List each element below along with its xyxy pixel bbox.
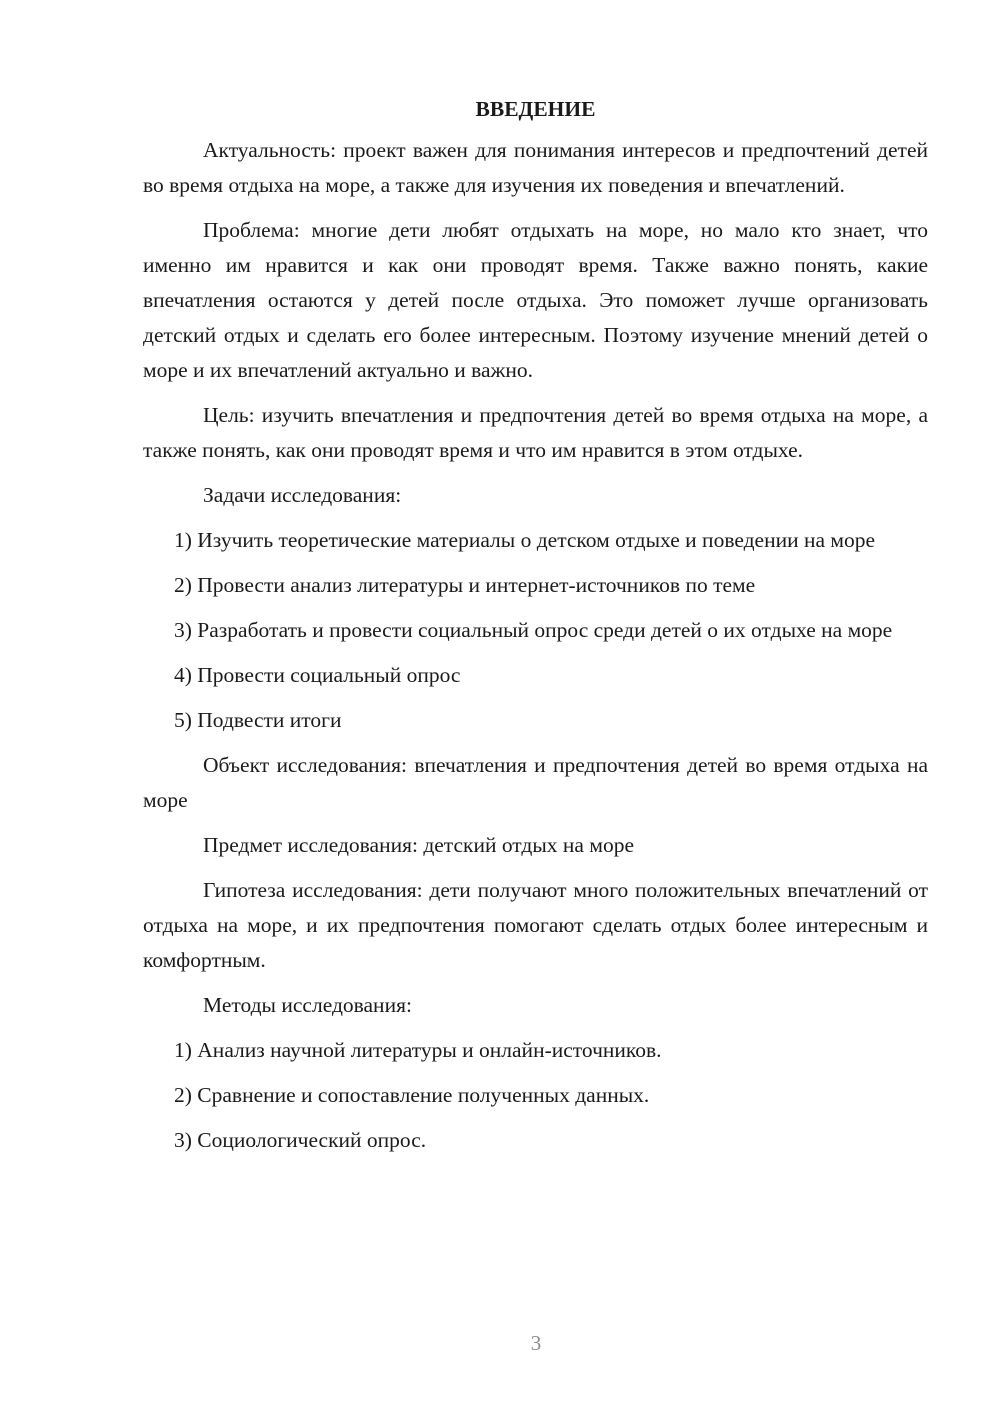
page-number: 3 (530, 1331, 542, 1355)
task-item: 2) Провести анализ литературы и интернет-источников по теме (174, 573, 756, 597)
object-paragraph: Объект исследования: впечатления и предпочтения детей во время отдыха на море (143, 753, 928, 812)
task-item: 1) Изучить теоретические материалы о детском отдыхе и поведении на море (174, 528, 876, 552)
page-title: ВВЕДЕНИЕ (475, 97, 596, 121)
method-item: 2) Сравнение и сопоставление полученных данных. (174, 1083, 650, 1107)
method-item: 3) Социологический опрос. (174, 1128, 427, 1152)
goal-paragraph: Цель: изучить впечатления и предпочтения детей во время отдыха на море, а также понять, как они проводят время и что им нравится в этом отдыхе. (143, 403, 928, 462)
document-page (143, 92, 928, 1168)
problem-paragraph: Проблема: многие дети любят отдыхать на море, но мало кто знает, что именно им нравится и как они проводят время. Также важно понять, какие впечатления остаются у детей после отдыха. Это поможет лучше организовать детский отдых и сделать его более интересным. Поэтому изучение мнений детей о море и их впечатлений актуально и важно. (143, 218, 928, 382)
task-item: 4) Провести социальный опрос (174, 663, 461, 687)
tasks-heading: Задачи исследования: (203, 483, 402, 507)
method-item: 1) Анализ научной литературы и онлайн-источников. (174, 1038, 662, 1062)
subject-paragraph: Предмет исследования: детский отдых на море (203, 833, 634, 857)
task-item: 5) Подвести итоги (174, 708, 342, 732)
hypothesis-paragraph: Гипотеза исследования: дети получают много положительных впечатлений от отдыха на море, и их предпочтения помогают сделать отдых более интересным и комфортным. (143, 878, 928, 972)
relevance-paragraph: Актуальность: проект важен для понимания интересов и предпочтений детей во время отдыха на море, а также для изучения их поведения и впечатлений. (143, 138, 928, 197)
methods-heading: Методы исследования: (203, 993, 412, 1017)
task-item: 3) Разработать и провести социальный опрос среди детей о их отдыхе на море (174, 618, 893, 642)
